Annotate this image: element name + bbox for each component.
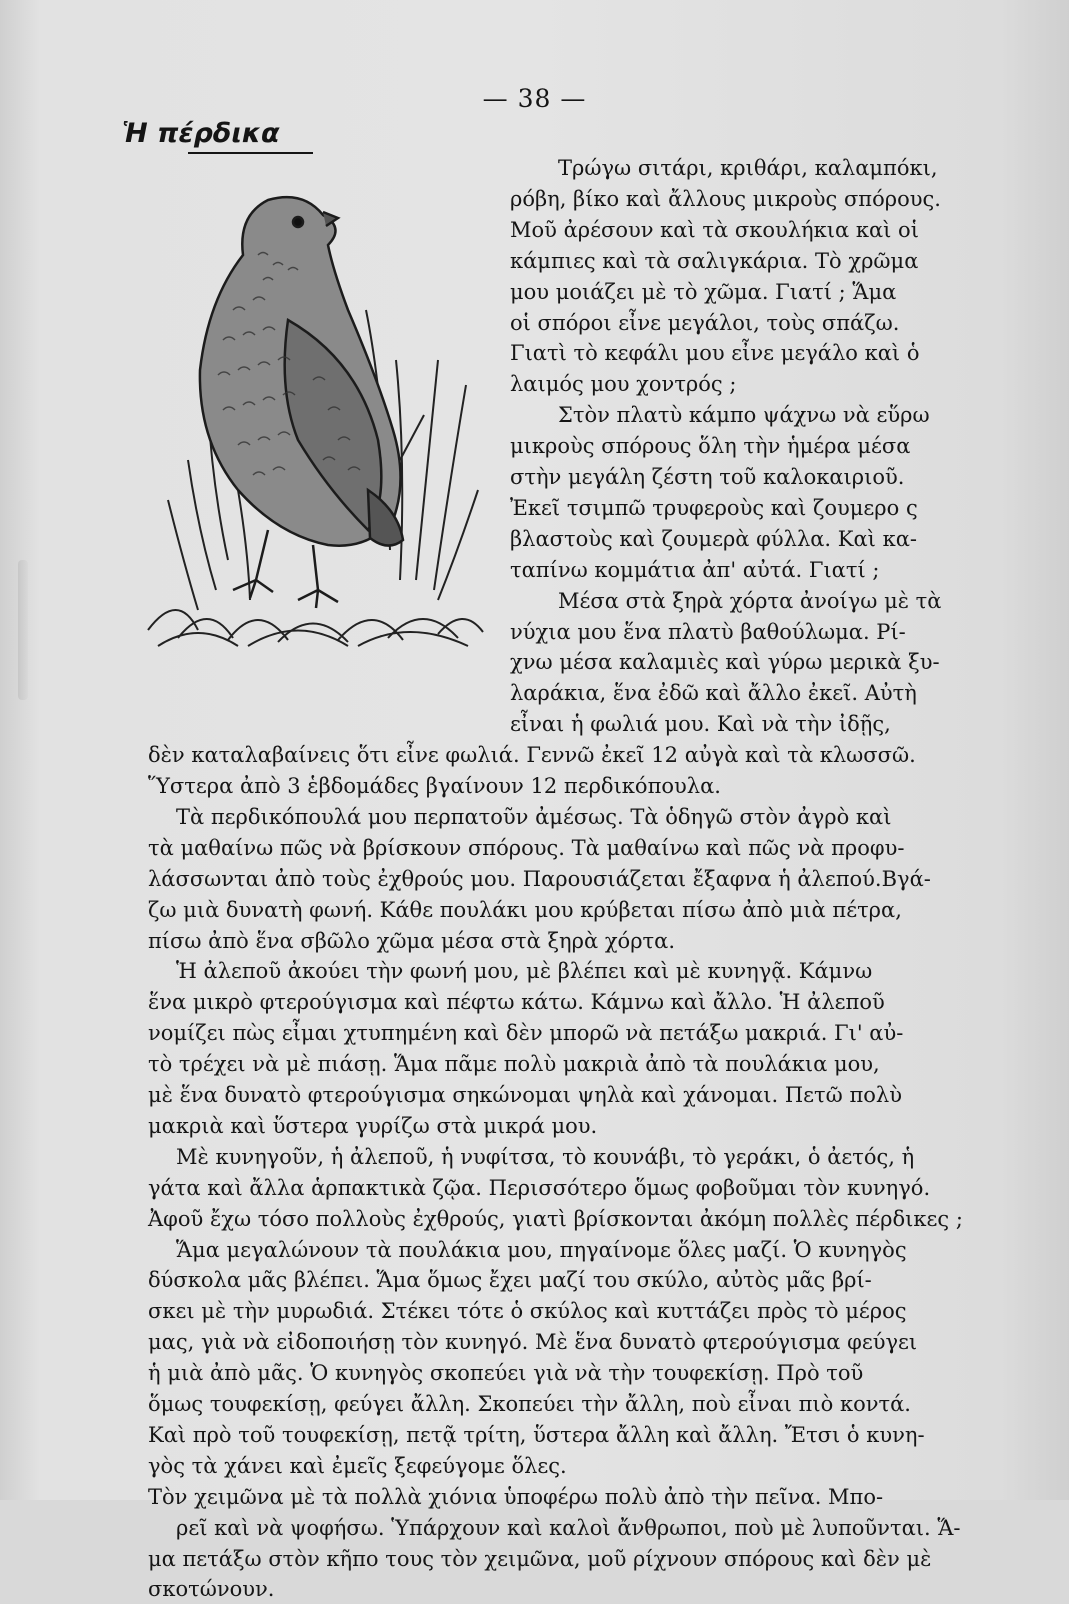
partridge-icon	[138, 160, 490, 648]
text-line: μακριὰ καὶ ὕστερα γυρίζω στὰ μικρά μου.	[148, 1113, 598, 1138]
text-line: εἶναι ἡ φωλιά μου. Καὶ νὰ τὴν ἰδῇς,	[510, 712, 891, 737]
text-line: Ἅμα μεγαλώνουν τὰ πουλάκια μου, πηγαίνομε ὅλες μαζί. Ὁ κυνηγὸς	[176, 1237, 907, 1262]
text-line: μας, γιὰ νὰ εἰδοποιήσῃ τὸν κυνηγό. Μὲ ἕνα δυνατὸ φτερούγισμα φεύγει	[148, 1330, 918, 1355]
text-line: νύχια μου ἕνα πλατὺ βαθούλωμα. Ρί-	[510, 619, 906, 644]
text-line: νομίζει πὼς εἶμαι χτυπημένη καὶ δὲν μπορῶ νὰ πετάξω μακριά. Γι' αὐ-	[148, 1021, 904, 1046]
title-underline	[188, 152, 313, 154]
text-line: ζω μιὰ δυνατὴ φωνή. Κάθε πουλάκι μου κρύβεται πίσω ἀπὸ μιὰ πέτρα,	[148, 897, 902, 922]
text-line: λαράκια, ἕνα ἐδῶ καὶ ἄλλο ἐκεῖ. Αὐτὴ	[510, 681, 917, 706]
text-line: Τρώγω σιτάρι, κριθάρι, καλαμπόκι,	[558, 156, 938, 180]
text-line: Καὶ πρὸ τοῦ τουφεκίσῃ, πετᾷ τρίτη, ὕστερα ἄλλη καὶ ἄλλη. Ἔτσι ὁ κυνη-	[148, 1422, 925, 1447]
text-line: χνω μέσα καλαμιὲς καὶ γύρω μερικὰ ξυ-	[510, 650, 940, 675]
text-line: ἕνα μικρὸ φτερούγισμα καὶ πέφτω κάτω. Κάμνω καὶ ἄλλο. Ἡ ἀλεποῦ	[148, 990, 885, 1015]
text-line: λάσσωνται ἀπὸ τοὺς ἐχθρούς μου. Παρουσιάζεται ἔξαφνα ἡ ἀλεπού.Βγά-	[148, 866, 931, 891]
text-line: Ὕστερα ἀπὸ 3 ἑβδομάδες βγαίνουν 12 περδικόπουλα.	[148, 774, 721, 798]
text-line: γάτα καὶ ἄλλα ἁρπακτικὰ ζῷα. Περισσότερο ὅμως φοβοῦμαι τὸν κυνηγό.	[148, 1175, 931, 1200]
text-line: ρόβη, βίκο καὶ ἄλλους μικροὺς σπόρους.	[510, 186, 941, 211]
text-line: μὲ ἕνα δυνατὸ φτερούγισμα σηκώνομαι ψηλὰ καὶ χάνομαι. Πετῶ πολὺ	[148, 1083, 902, 1107]
chapter-title: Ἡ πέρδικα	[122, 118, 280, 149]
text-line: σκει μὲ τὴν μυρωδιά. Στέκει τότε ὁ σκύλος καὶ κυττάζει πρὸς τὸ μέρος	[148, 1299, 907, 1324]
text-line: ρεῖ καὶ νὰ ψοφήσω. Ὑπάρχουν καὶ καλοὶ ἄνθρωποι, ποὺ μὲ λυποῦνται. Ἅ-	[176, 1515, 961, 1540]
text-line: βλαστοὺς καὶ ζουμερὰ φύλλα. Καὶ κα-	[510, 526, 917, 551]
text-line: Ἀφοῦ ἔχω τόσο πολλοὺς ἐχθρούς, γιατὶ βρίσκονται ἀκόμη πολλὲς πέρδικες ;	[148, 1206, 963, 1231]
text-line: Μὲ κυνηγοῦν, ἡ ἀλεποῦ, ἡ νυφίτσα, τὸ κουνάβι, τὸ γεράκι, ὁ ἀετός, ἡ	[176, 1144, 915, 1169]
text-line: κάμπιες καὶ τὰ σαλιγκάρια. Τὸ χρῶμα	[510, 248, 919, 273]
text-line: μα πετάξω στὸν κῆπο τους τὸν χειμῶνα, μοῦ ρίχνουν σπόρους καὶ δὲν μὲ	[148, 1546, 932, 1571]
text-line: οἱ σπόροι εἶνε μεγάλοι, τοὺς σπάζω.	[510, 310, 900, 335]
text-line: Τὰ περδικόπουλά μου περπατοῦν ἀμέσως. Τὰ ὁδηγῶ στὸν ἀγρὸ καὶ	[176, 804, 892, 829]
text-line: Μέσα στὰ ξηρὰ χόρτα ἀνοίγω μὲ τὰ	[558, 588, 942, 613]
text-line: πίσω ἀπὸ ἕνα σβῶλο χῶμα μέσα στὰ ξηρὰ χόρτα.	[148, 928, 676, 953]
text-line: Ἡ ἀλεποῦ ἀκούει τὴν φωνή μου, μὲ βλέπει καὶ μὲ κυνηγᾷ. Κάμνω	[176, 959, 873, 984]
text-line: Τὸν χειμῶνα μὲ τὰ πολλὰ χιόνια ὑποφέρω πολὺ ἀπὸ τὴν πεῖνα. Μπο-	[148, 1484, 884, 1509]
text-line: Γιατὶ τὸ κεφάλι μου εἶνε μεγάλο καὶ ὁ	[510, 341, 920, 366]
text-line: Ἐκεῖ τσιμπῶ τρυφεροὺς καὶ ζουμερο ς	[510, 495, 918, 520]
text-line: ὅμως τουφεκίσῃ, φεύγει ἄλλη. Σκοπεύει τὴν ἄλλη, ποὺ εἶναι πιὸ κοντά.	[148, 1392, 911, 1416]
text-line: δὲν καταλαβαίνεις ὅτι εἶνε φωλιά. Γεννῶ ἐκεῖ 12 αὐγὰ καὶ τὰ κλωσσῶ.	[148, 743, 916, 768]
text-line: σκοτώνουν.	[148, 1577, 275, 1602]
page-number: — 38 —	[482, 84, 587, 113]
text-line: Μοῦ ἀρέσουν καὶ τὰ σκουλήκια καὶ οἱ	[510, 217, 919, 242]
text-line: τὰ μαθαίνω πῶς νὰ βρίσκουν σπόρους. Τὰ μαθαίνω καὶ πῶς νὰ προφυ-	[148, 835, 905, 860]
text-line: ταπίνω κομμάτια ἀπ' αὐτά. Γιατί ;	[510, 557, 880, 582]
text-line: τὸ τρέχει νὰ μὲ πιάσῃ. Ἅμα πᾶμε πολὺ μακριὰ ἀπὸ τὰ πουλάκια μου,	[148, 1052, 880, 1077]
text-line: μικροὺς σπόρους ὅλη τὴν ἡμέρα μέσα	[510, 434, 911, 459]
text-line: μου μοιάζει μὲ τὸ χῶμα. Γιατί ; Ἅμα	[510, 279, 897, 304]
text-line: δύσκολα μᾶς βλέπει. Ἅμα ὅμως ἔχει μαζί του σκύλο, αὐτὸς μᾶς βρί-	[148, 1268, 872, 1293]
text-line: γὸς τὰ χάνει καὶ ἐμεῖς ξεφεύγομε ὅλες.	[148, 1453, 567, 1478]
text-line: στὴν μεγάλη ζέστη τοῦ καλοκαιριοῦ.	[510, 465, 905, 489]
text-line: λαιμός μου χοντρός ;	[510, 372, 737, 397]
text-line: ἡ μιὰ ἀπὸ μᾶς. Ὁ κυνηγὸς σκοπεύει γιὰ νὰ τὴν τουφεκίσῃ. Πρὸ τοῦ	[148, 1361, 864, 1386]
text-line: Στὸν πλατὺ κάμπο ψάχνω νὰ εὕρω	[558, 403, 930, 428]
page-fold-shadow	[18, 560, 28, 700]
